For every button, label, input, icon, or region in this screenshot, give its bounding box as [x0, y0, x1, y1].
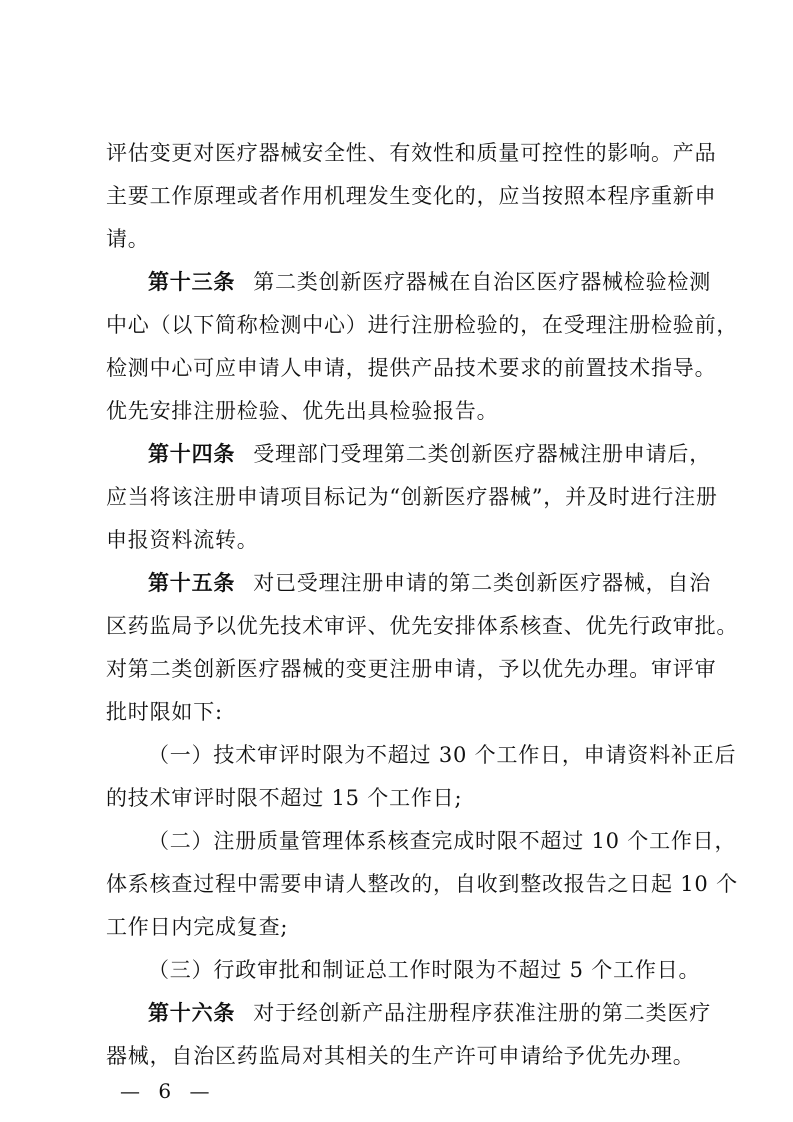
text-line: 申报资料流转。 [106, 528, 259, 552]
text-line: 批时限如下: [106, 700, 223, 724]
text-line: 中心（以下简称检测中心）进行注册检验的，在受理注册检验前， [106, 313, 739, 337]
text-line: 体系核查过程中需要申请人整改的，自收到整改报告之日起 10 个 [106, 872, 738, 896]
item-3-first-line: （三）行政审批和制证总工作时限为不超过 5 个工作日。 [148, 958, 701, 982]
article-13-text: 第二类创新医疗器械在自治区医疗器械检验检测 [253, 270, 712, 294]
text-line: 请。 [106, 227, 150, 251]
text-line: 评估变更对医疗器械安全性、有效性和质量可控性的影响。产品 [106, 141, 717, 165]
text-line: 优先安排注册检验、优先出具检验报告。 [106, 399, 499, 423]
item-1-first-line: （一）技术审评时限为不超过 30 个工作日，申请资料补正后 [148, 743, 737, 767]
text-line: 器械，自治区药监局对其相关的生产许可申请给予优先办理。 [106, 1044, 695, 1068]
text-line: 区药监局予以优先技术审评、优先安排体系核查、优先行政审批。 [106, 614, 739, 638]
article-16-title: 第十六条 [148, 1000, 236, 1025]
article-15-text: 对已受理注册申请的第二类创新医疗器械，自治 [253, 571, 712, 595]
article-14-title: 第十四条 [148, 441, 236, 466]
text-line: 主要工作原理或者作用机理发生变化的，应当按照本程序重新申 [106, 184, 717, 208]
article-15-first-line [148, 568, 712, 598]
text-line: 应当将该注册申请项目标记为“创新医疗器械”，并及时进行注册 [106, 485, 718, 509]
article-15-title: 第十五条 [148, 570, 236, 595]
text-line: 的技术审评时限不超过 15 个工作日; [106, 786, 463, 810]
article-16-text: 对于经创新产品注册程序获准注册的第二类医疗 [253, 1001, 712, 1025]
page-number: — 6 — [120, 1079, 216, 1103]
article-13-title: 第十三条 [148, 269, 236, 294]
item-2-first-line: （二）注册质量管理体系核查完成时限不超过 10 个工作日， [148, 829, 737, 853]
article-14-first-line [148, 439, 712, 469]
text-line: 检测中心可应申请人申请，提供产品技术要求的前置技术指导。 [106, 356, 717, 380]
article-13-first-line [148, 267, 712, 297]
text-line: 工作日内完成复查; [106, 915, 289, 939]
article-14-text: 受理部门受理第二类创新医疗器械注册申请后， [253, 442, 712, 466]
text-line: 对第二类创新医疗器械的变更注册申请，予以优先办理。审评审 [106, 657, 717, 681]
article-16-first-line [148, 998, 712, 1028]
